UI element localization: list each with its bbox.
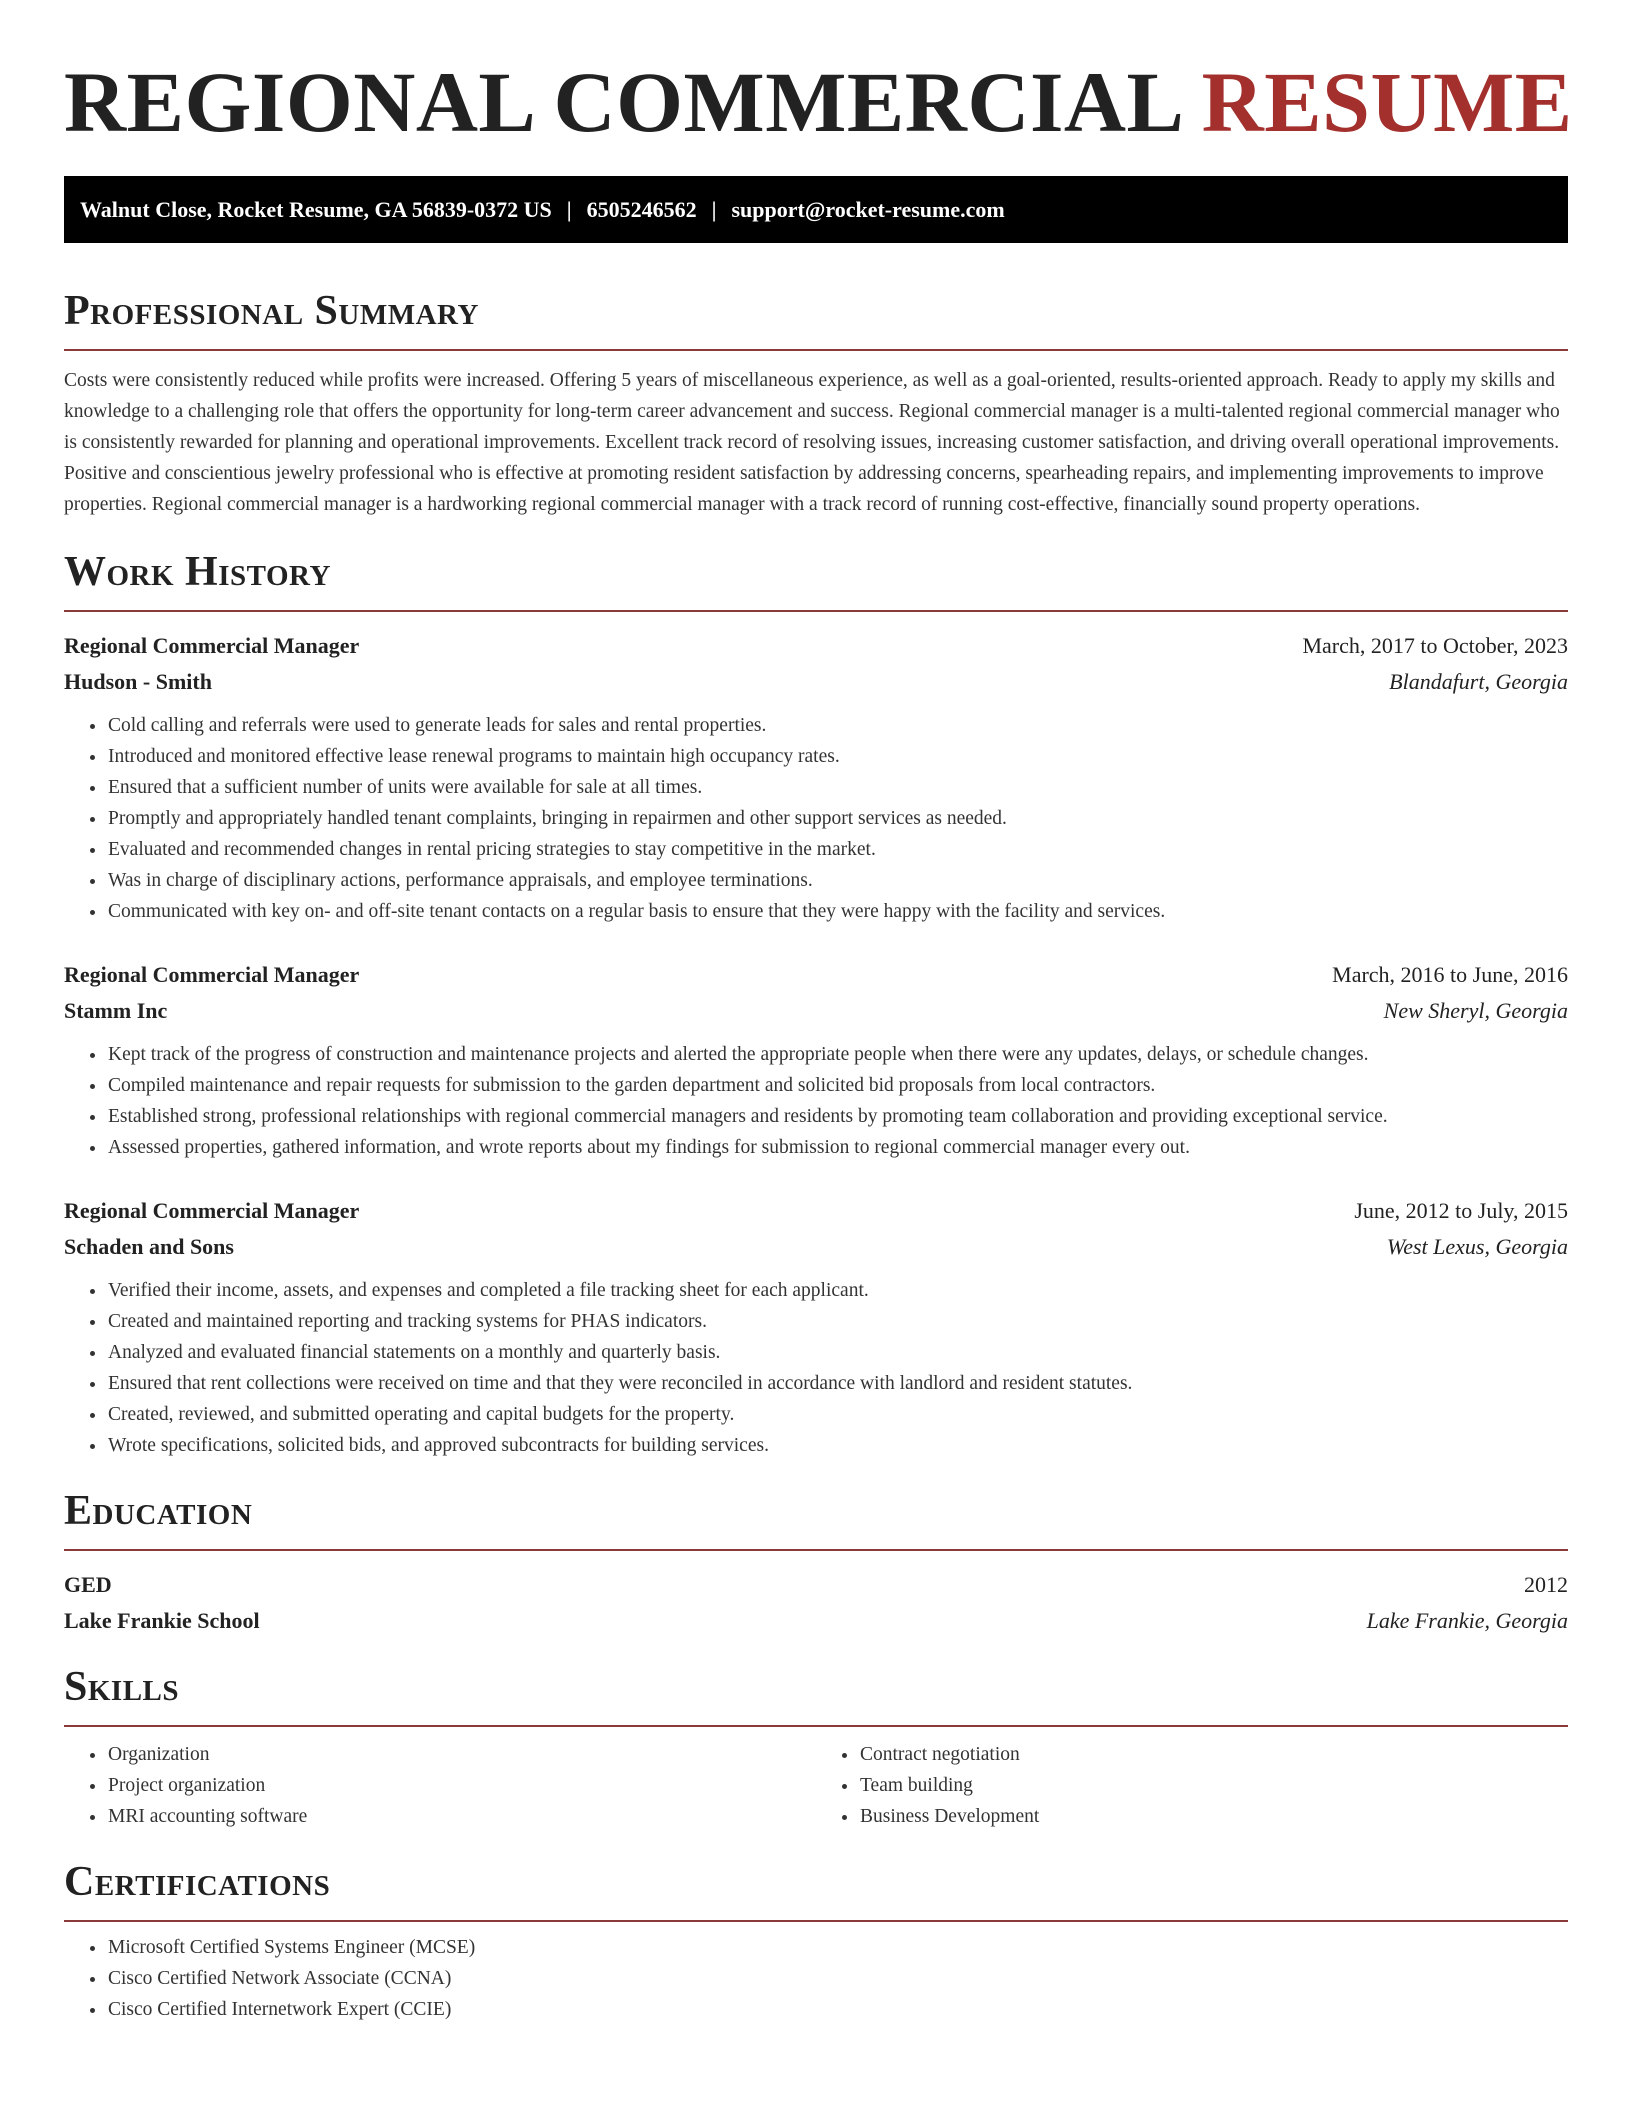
job-role: Regional Commercial Manager: [64, 962, 360, 987]
work-history-section: [64, 548, 1568, 1461]
job-company: Stamm Inc: [64, 998, 168, 1023]
job-duty: • Analyzed and evaluated financial statements on a monthly and quarterly basis.: [107, 1337, 1568, 1368]
job-company: Hudson - Smith: [64, 669, 212, 694]
certifications-section: [64, 1858, 1568, 2025]
skill-item: • MRI accounting software: [107, 1801, 816, 1832]
skills-section: [64, 1663, 1568, 1832]
education-section: [64, 1487, 1568, 1639]
contact-bar: [64, 176, 1568, 243]
job-duty: • Promptly and appropriately handled tenant complaints, bringing in repairmen and other support services as needed.: [107, 803, 1568, 834]
contact-email: support@rocket-resume.com: [731, 196, 1005, 222]
job-duty: • Introduced and monitored effective lease renewal programs to maintain high occupancy rates.: [107, 741, 1568, 772]
education-location: Lake Frankie, Georgia: [1366, 1608, 1568, 1633]
education-entry: [64, 1567, 1568, 1639]
summary-text: Costs were consistently reduced while profits were increased. Offering 5 years of miscellaneous experience, as well as a goal-oriented, results-oriented approach. Ready to apply my skills and knowledge to a challenging role that offers the opportunity for long-term career advancement and success. Regional commercial manager is a multi-talented regional commercial manager who is consistently rewarded for planning and operational improvements. Excellent track record of resolving issues, increasing customer satisfaction, and driving overall operational improvements. Positive and conscientious jewelry professional who is effective at promoting resident satisfaction by addressing concerns, spearheading repairs, and implementing improvements to improve properties. Regional commercial manager is a hardworking regional commercial manager with a track record of running cost-effective, financially sound property operations.: [64, 370, 1560, 515]
resume-name: [64, 0, 1573, 150]
summary-heading: Professional Summary: [64, 287, 1568, 351]
contact-address: Walnut Close, Rocket Resume, GA 56839-0372 US: [80, 196, 552, 222]
job-company: Schaden and Sons: [64, 1234, 234, 1259]
job-location: West Lexus, Georgia: [1386, 1234, 1568, 1259]
job-entry: [64, 1193, 1568, 1461]
certification-item: • Cisco Certified Network Associate (CCNA): [107, 1963, 1568, 1994]
job-dates: March, 2017 to October, 2023: [1302, 633, 1568, 658]
contact-phone: 6505246562: [586, 196, 697, 222]
certification-item: • Microsoft Certified Systems Engineer (MCSE): [107, 1932, 1568, 1963]
skill-item: • Organization: [107, 1739, 816, 1770]
contact-separator: |: [711, 196, 717, 222]
skill-item: • Contract negotiation: [859, 1739, 1568, 1770]
job-duty: • Kept track of the progress of construction and maintenance projects and alerted the appropriate people when there were any updates, delays, or schedule changes.: [107, 1039, 1568, 1070]
job-duties: [64, 1039, 1568, 1163]
education-degree: GED: [64, 1572, 112, 1597]
job-location: New Sheryl, Georgia: [1383, 998, 1568, 1023]
work-history-heading: Work History: [64, 548, 1568, 612]
certification-item: • Cisco Certified Internetwork Expert (CCIE): [107, 1994, 1568, 2025]
job-dates: March, 2016 to June, 2016: [1332, 962, 1568, 987]
certifications-heading: Certifications: [64, 1858, 1568, 1922]
job-duty: • Assessed properties, gathered information, and wrote reports about my findings for submission to regional commercial manager every out.: [107, 1132, 1568, 1163]
certifications-list: [64, 1932, 1568, 2025]
skill-item: • Project organization: [107, 1770, 816, 1801]
job-role: Regional Commercial Manager: [64, 633, 360, 658]
name-main: REGIONAL COMMERCIAL: [64, 54, 1180, 150]
contact-separator: |: [566, 196, 572, 222]
job-role: Regional Commercial Manager: [64, 1198, 360, 1223]
job-dates: June, 2012 to July, 2015: [1354, 1198, 1568, 1223]
skill-item: • Business Development: [859, 1801, 1568, 1832]
job-location: Blandafurt, Georgia: [1389, 669, 1568, 694]
name-accent: RESUME: [1201, 54, 1573, 150]
summary-section: [64, 287, 1568, 520]
skills-list: [64, 1739, 1568, 1832]
job-duty: • Ensured that rent collections were received on time and that they were reconciled in accordance with landlord and resident statutes.: [107, 1368, 1568, 1399]
job-duty: • Verified their income, assets, and expenses and completed a file tracking sheet for each applicant.: [107, 1275, 1568, 1306]
job-entry: [64, 628, 1568, 927]
education-year: 2012: [1524, 1572, 1568, 1597]
job-duties: [64, 1275, 1568, 1461]
resume-page: [64, 0, 1573, 2025]
job-duty: • Wrote specifications, solicited bids, and approved subcontracts for building services.: [107, 1430, 1568, 1461]
job-duty: • Ensured that a sufficient number of units were available for sale at all times.: [107, 772, 1568, 803]
job-duty: • Cold calling and referrals were used to generate leads for sales and rental properties.: [107, 710, 1568, 741]
job-duty: • Communicated with key on- and off-site tenant contacts on a regular basis to ensure that they were happy with the facility and services.: [107, 896, 1568, 927]
skills-column-left: [64, 1739, 816, 1832]
job-duty: • Created and maintained reporting and tracking systems for PHAS indicators.: [107, 1306, 1568, 1337]
job-duty: • Was in charge of disciplinary actions, performance appraisals, and employee terminations.: [107, 865, 1568, 896]
job-duty: • Evaluated and recommended changes in rental pricing strategies to stay competitive in the market.: [107, 834, 1568, 865]
education-heading: Education: [64, 1487, 1568, 1551]
skills-heading: Skills: [64, 1663, 1568, 1727]
job-duty: • Established strong, professional relationships with regional commercial managers and residents by promoting team collaboration and providing exceptional service.: [107, 1101, 1568, 1132]
job-entry: [64, 957, 1568, 1163]
education-school: Lake Frankie School: [64, 1608, 260, 1633]
job-duties: [64, 710, 1568, 927]
job-duty: • Compiled maintenance and repair requests for submission to the garden department and solicited bid proposals from local contractors.: [107, 1070, 1568, 1101]
skills-column-right: [816, 1739, 1568, 1832]
job-duty: • Created, reviewed, and submitted operating and capital budgets for the property.: [107, 1399, 1568, 1430]
skill-item: • Team building: [859, 1770, 1568, 1801]
